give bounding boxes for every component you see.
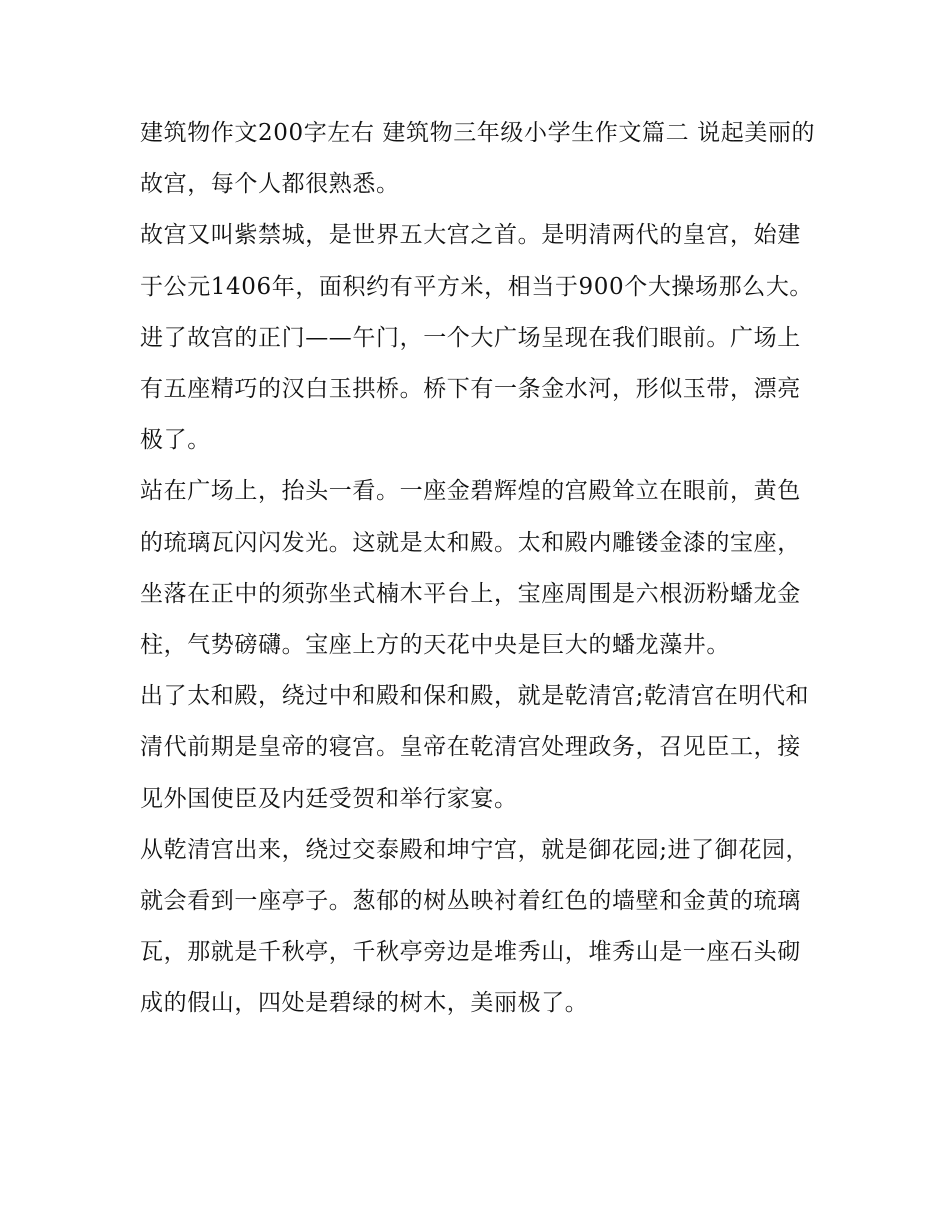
- paragraph-intro: 建筑物作文200字左右 建筑物三年级小学生作文篇二 说起美丽的故宫，每个人都很熟悉。: [140, 120, 816, 198]
- paragraph-forbidden-city: 故宫又叫紫禁城，是世界五大宫之首。是明清两代的皇宫，始建于公元1406年，面积约有平方米，相当于900个大操场那么大。: [140, 222, 814, 300]
- paragraph-meridian-gate: 进了故宫的正门——午门，一个大广场呈现在我们眼前。广场上有五座精巧的汉白玉拱桥。桥下有一条金水河，形似玉带，漂亮极了。: [140, 324, 801, 454]
- paragraph-taihe-hall: 站在广场上，抬头一看。一座金碧辉煌的宫殿耸立在眼前，黄色的琉璃瓦闪闪发光。这就是太和殿。太和殿内雕镂金漆的宝座，坐落在正中的须弥坐式楠木平台上，宝座周围是六根沥粉蟠龙金柱，气势磅礴。宝座上方的天花中央是巨大的蟠龙藻井。: [140, 478, 801, 659]
- article-body: [140, 108, 816, 1030]
- paragraph-qianqing-palace: 出了太和殿，绕过中和殿和保和殿，就是乾清宫;乾清宫在明代和清代前期是皇帝的寝宫。皇帝在乾清宫处理政务，召见臣工，接见外国使臣及内廷受贺和举行家宴。: [140, 683, 810, 812]
- paragraph-imperial-garden: 从乾清宫出来，绕过交泰殿和坤宁宫，就是御花园;进了御花园，就会看到一座亭子。葱郁的树丛映衬着红色的墙壁和金黄的琉璃瓦，那就是千秋亭，千秋亭旁边是堆秀山，堆秀山是一座石头砌成的假山，四处是碧绿的树木，美丽极了。: [140, 836, 810, 1017]
